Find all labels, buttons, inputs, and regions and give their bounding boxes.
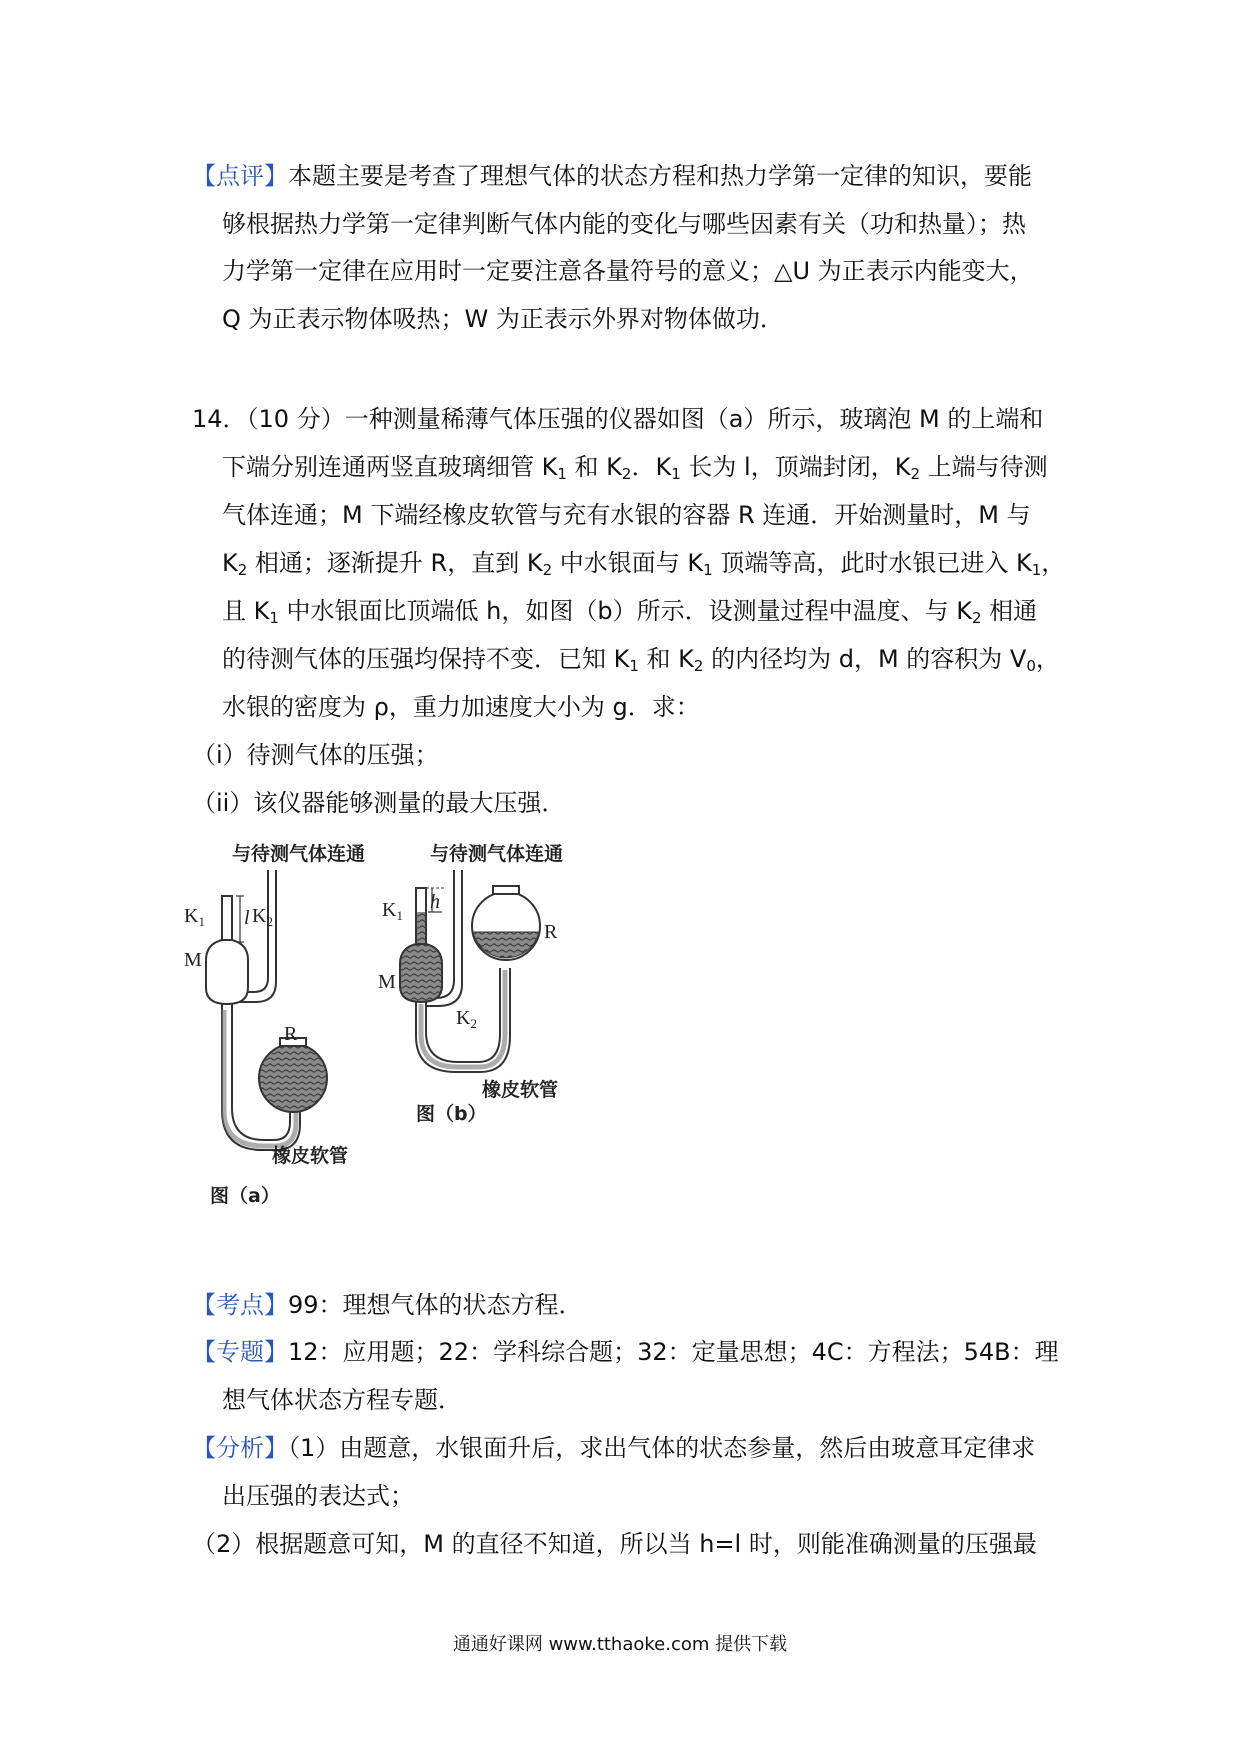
figure-b-r-label: R [544,921,558,943]
review-tag: 【点评】 [192,162,288,190]
kaodian-line: 【考点】99：理想气体的状态方程． [192,1291,583,1319]
subquestion-i: （i）待测气体的压强； [192,741,439,769]
figure-a-k2-label: $K_2$ [252,905,273,929]
question-line-5: 且 $K_1$ 中水银面比顶端低 h，如图（b）所示．设测量过程中温度、与 $K_2$ 相通 [222,597,1038,627]
figure-a-m-label: M [184,949,202,971]
page-footer: 通通好课网 www.tthaoke.com 提供下载 [452,1634,788,1655]
figure-b-hose-label: 橡皮软管 [482,1079,559,1101]
figure-b-m-label: M [378,971,396,993]
figure-b-caption: 图（b） [416,1103,487,1125]
question-line-6: 的待测气体的压强均保持不变．已知 $K_1$ 和 $K_2$ 的内径均为 d，M 的容积为 $V_0$， [222,645,1060,675]
zhuanti-line-1: 【专题】12：应用题；22：学科综合题；32：定量思想；4C：方程法；54B：理 [192,1338,1059,1366]
figure-a-l-label: l [244,907,250,929]
figure-a-hose-label: 橡皮软管 [272,1145,349,1167]
question-line-4: $K_2$ 相通；逐渐提升 R，直到 $K_2$ 中水银面与 $K_1$ 顶端等高，此时水银已进入 $K_1$， [222,549,1066,579]
apparatus-figure [180,840,740,1220]
fenxi-tag: 【分析】 [192,1434,288,1462]
figure-a-m-bulb [206,940,248,1004]
figure-b-k1-label: $K_1$ [382,899,403,923]
figure-b-k2-label: $K_2$ [456,1007,477,1031]
figure-a-caption: 图（a） [210,1185,280,1207]
figure-a-k1-tube [222,896,232,942]
figure-a-k1-label: $K_1$ [184,905,205,929]
question-line-3: 气体连通；M 下端经橡皮软管与充有水银的容器 R 连通．开始测量时，M 与 [222,501,1031,529]
fenxi-line-1: 【分析】（1）由题意，水银面升后，求出气体的状态参量，然后由玻意耳定律求 [192,1434,1036,1462]
subquestion-ii: （ii）该仪器能够测量的最大压强． [192,789,566,817]
question-line-7: 水银的密度为 ρ，重力加速度大小为 g．求： [222,693,700,721]
fenxi-line-3: （2）根据题意可知，M 的直径不知道，所以当 h=l 时，则能准确测量的压强最 [192,1530,1037,1558]
review-line-4: Q 为正表示物体吸热；W 为正表示外界对物体做功． [222,305,784,333]
figure-a-r-label: R [284,1023,298,1045]
figure-b-h-label: h [430,891,440,913]
kaodian-tag: 【考点】 [192,1291,288,1319]
figure-a-r-reservoir [259,1044,327,1112]
figure-a [184,842,365,1207]
review-line-1: 【点评】本题主要是考查了理想气体的状态方程和热力学第一定律的知识，要能 [192,162,1032,190]
question-line-1: 14．（10 分）一种测量稀薄气体压强的仪器如图（a）所示，玻璃泡 M 的上端和 [192,405,1044,433]
zhuanti-tag: 【专题】 [192,1338,288,1366]
review-line-3: 力学第一定律在应用时一定要注意各量符号的意义；△U 为正表示内能变大， [222,257,1034,285]
zhuanti-line-2: 想气体状态方程专题． [222,1386,462,1414]
figure-b-top-label: 与待测气体连通 [430,843,564,865]
question-line-2: 下端分别连通两竖直玻璃细管 $K_1$ 和 $K_2$．$K_1$ 长为 l，顶端封闭，$K_2$ 上端与待测 [222,453,1048,483]
fenxi-line-2: 出压强的表达式； [222,1482,414,1510]
figure-b [378,842,563,1125]
figure-a-top-label: 与待测气体连通 [232,843,366,865]
review-line-2: 够根据热力学第一定律判断气体内能的变化与哪些因素有关（功和热量）；热 [222,210,1026,238]
figure-b-m-bulb [400,944,442,1002]
